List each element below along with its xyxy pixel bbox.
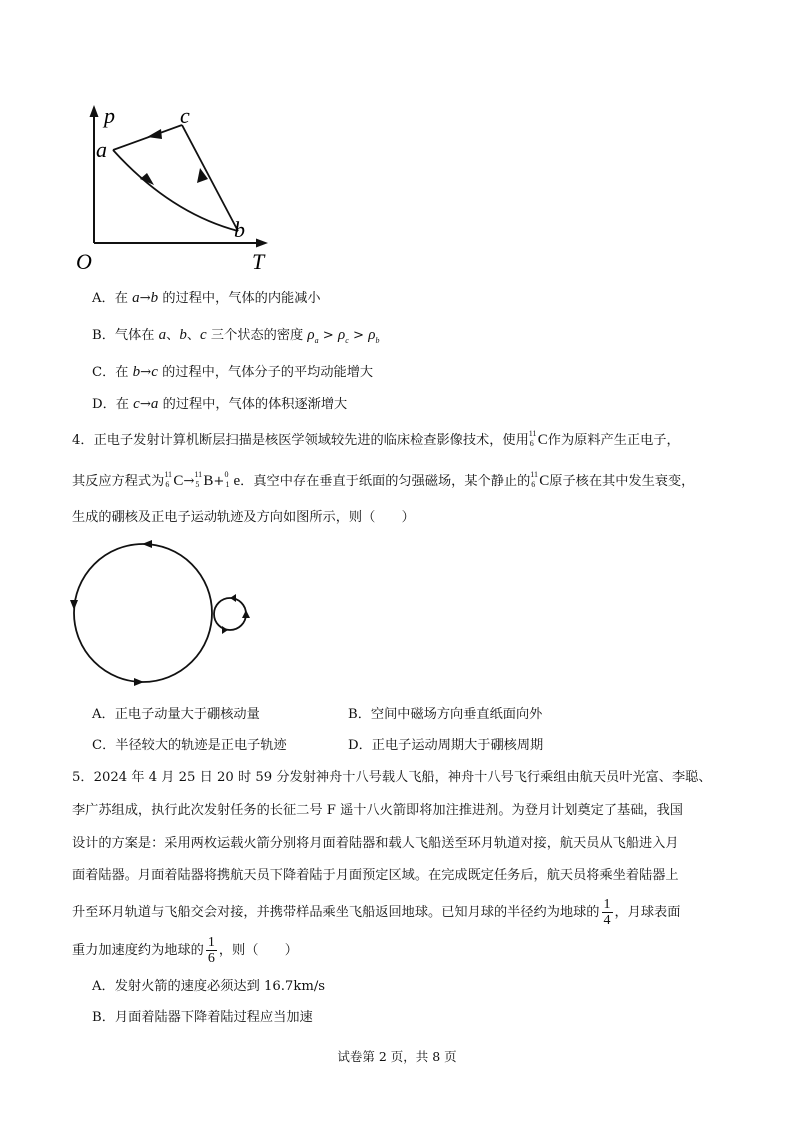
q4-option-c[interactable]: C．半径较大的轨迹是正电子轨迹: [92, 738, 287, 753]
q3-option-c[interactable]: C．在 b→c 的过程中，气体分子的平均动能增大: [92, 364, 374, 380]
fraction-one-quarter: $\frac{1}{4}$: [603, 897, 611, 928]
small-track: [214, 598, 246, 630]
q5-stem-line3: 设计的方案是：采用两枚运载火箭分别将月面着陆器和载人飞船送至环月轨道对接，航天员从飞船进入月: [72, 836, 679, 851]
label-a: a: [96, 137, 107, 162]
label-p: p: [104, 103, 115, 128]
line-c-to-a: [113, 125, 182, 150]
small-track-arrow-right: [242, 610, 250, 618]
q5-stem-line2: 李广苏组成，执行此次发射任务的长征二号 F 遥十八火箭即将加注推进剂。为登月计划奠定了基础，我国: [72, 803, 683, 818]
reaction-equation: 11 6 C→ 11 5 B+ 0 1 e: [164, 470, 241, 489]
q4-stem-line1: 4．正电子发射计算机断层扫描是核医学领域较先进的临床检查影像技术，使用 11 6 C作为原料产生正电子，: [72, 429, 680, 448]
large-track-arrow-top: [142, 540, 152, 548]
label-b: b: [234, 217, 245, 242]
q5-stem-line5: 升至环月轨道与飞船交会对接，并携带样品乘坐飞船返回地球。已知月球的半径约为地球的 $\frac{1}{4}$ ，月球表面: [72, 897, 681, 928]
q3-option-b[interactable]: B．气体在 a、b、c 三个状态的密度 $\rho_a > \rho_c > \rho_b$: [92, 327, 380, 345]
q4-stem-line3: 生成的硼核及正电子运动轨迹及方向如图所示，则（ ）: [72, 510, 415, 525]
q4-option-d[interactable]: D．正电子运动周期大于硼核周期: [348, 738, 544, 753]
density-c: $\rho_c$: [338, 327, 349, 345]
q5-option-a[interactable]: A．发射火箭的速度必须达到 16.7km/s: [92, 979, 326, 994]
q5-stem-line4: 面着陆器。月面着陆器将携航天员下降着陆于月面预定区域。在完成既定任务后，航天员将乘坐着陆器上: [72, 868, 679, 883]
density-a: $\rho_a$: [307, 327, 319, 345]
pt-diagram: [70, 95, 280, 280]
large-track: [74, 544, 212, 682]
curve-a-to-b: [113, 150, 238, 231]
label-c: c: [180, 103, 190, 128]
q4-option-b[interactable]: B．空间中磁场方向垂直纸面向外: [348, 707, 543, 722]
q5-option-b[interactable]: B．月面着陆器下降着陆过程应当加速: [92, 1010, 313, 1025]
carbon-11-nuclide: 11 6 C: [528, 429, 548, 448]
q5-stem-line6: 重力加速度约为地球的 $\frac{1}{6}$ ，则（ ）: [72, 935, 298, 966]
density-b: $\rho_b$: [368, 327, 380, 345]
t-axis-arrowhead: [256, 239, 268, 248]
small-track-arrow-bottom: [222, 626, 228, 634]
q5-stem-line1: 5．2024 年 4 月 25 日 20 时 59 分发射神舟十八号载人飞船，神舟十八号飞行乘组由航天员叶光富、李聪、: [72, 770, 712, 785]
line-b-to-c: [182, 125, 238, 231]
p-axis-arrowhead: [90, 105, 99, 117]
q3-option-d[interactable]: D．在 c→a 的过程中，气体的体积逐渐增大: [92, 396, 348, 412]
label-t: T: [252, 249, 265, 274]
q3-option-a[interactable]: A．在 a→b 的过程中，气体的内能减小: [92, 290, 321, 306]
large-track-arrow-left: [70, 600, 78, 610]
small-track-arrow-top: [230, 594, 236, 602]
large-track-arrow-bottom: [134, 678, 144, 686]
q4-option-a[interactable]: A．正电子动量大于硼核动量: [92, 707, 260, 722]
carbon-11-nuclide: 11 6 C: [530, 470, 550, 489]
q4-stem-line2: 其反应方程式为 11 6 C→ 11 5 B+ 0 1 e．真空中存在垂直于纸面的匀强磁场，某个静止的 11 6 C原子核在其中发生衰变，: [72, 470, 695, 489]
page-footer: 试卷第 2 页，共 8 页: [337, 1049, 457, 1064]
label-origin: O: [76, 249, 92, 274]
track-diagram: [70, 540, 260, 690]
fraction-one-sixth: $\frac{1}{6}$: [207, 935, 215, 966]
